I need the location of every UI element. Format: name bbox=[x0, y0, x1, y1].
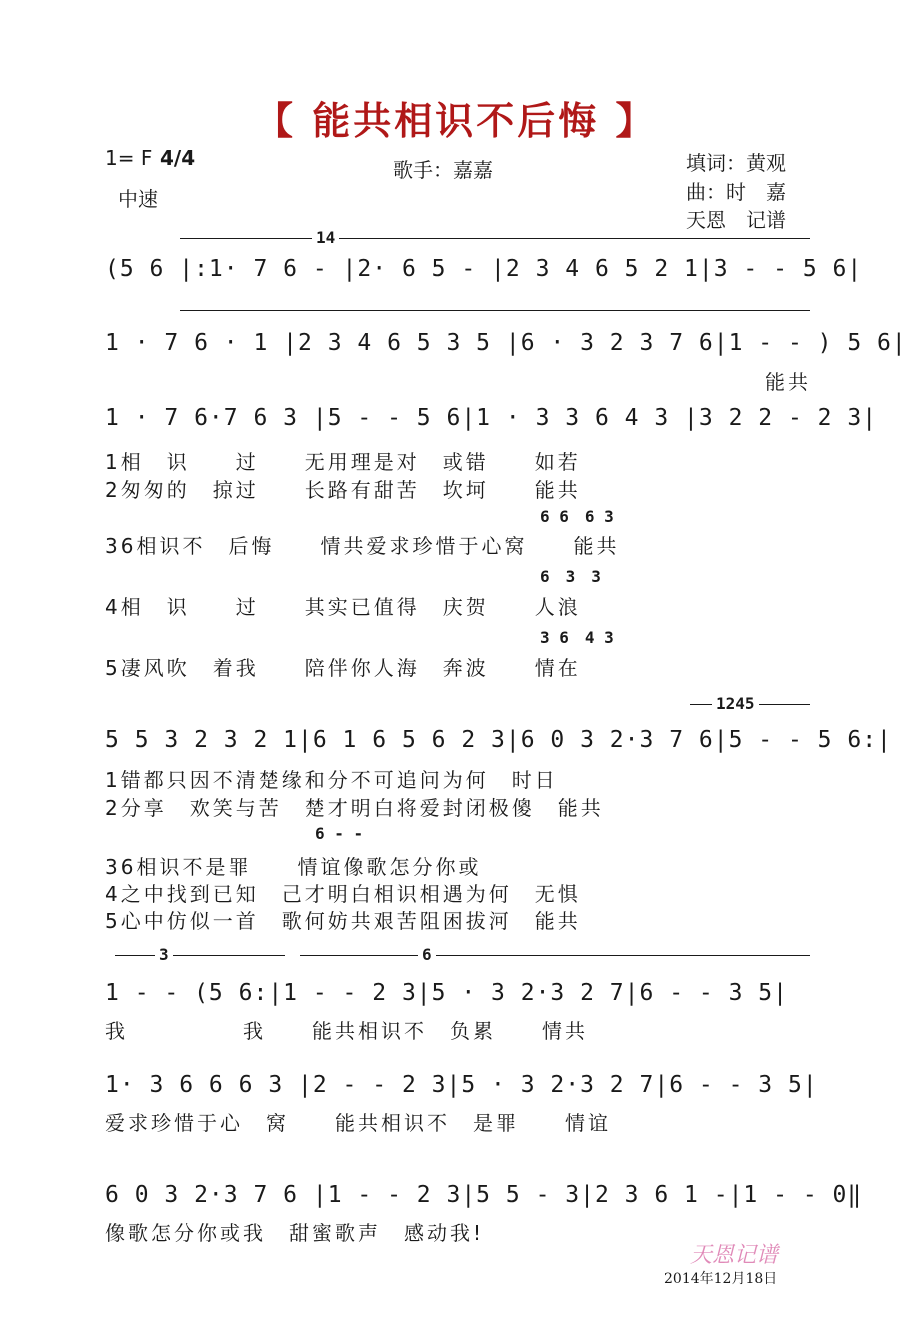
lyric-verse-5b: 5心中仿似一首 歌何妨共艰苦阻困拔河 能共 bbox=[105, 909, 581, 933]
transcriber-watermark: 天恩记谱 bbox=[690, 1243, 779, 1268]
notation-row-5: 1 - - (5 6:|1 - - 2 3|5 · 3 2·3 2 7|6 - - 3 5| bbox=[105, 980, 788, 1006]
transcriber-credit: 天恩 记谱 bbox=[686, 208, 786, 232]
lyric-verse-4: 4相 识 过 其实已值得 庆贺 人浪 bbox=[105, 595, 581, 619]
variant-notes-36: 6 6 6 3 bbox=[540, 507, 614, 526]
composer-credit: 曲：时 嘉 bbox=[686, 180, 786, 204]
lyric-verse-1: 1相 识 过 无用理是对 或错 如若 bbox=[105, 450, 581, 474]
variant-notes-36b: 6 - - bbox=[315, 824, 364, 843]
notation-row-4: 5 5 3 2 3 2 1|6 1 6 5 6 2 3|6 0 3 2·3 7 6|5 - - 5 6:| bbox=[105, 727, 892, 753]
staff-separator-1 bbox=[180, 310, 810, 311]
time-signature: 4/4 bbox=[160, 146, 196, 170]
lyric-row-6: 爱求珍惜于心 窝 能共相识不 是罪 情谊 bbox=[105, 1111, 611, 1135]
lyric-verse-5: 5凄风吹 着我 陪伴你人海 奔波 情在 bbox=[105, 656, 581, 680]
volta-label-14: 14 bbox=[312, 228, 339, 247]
singer-credit: 歌手：嘉嘉 bbox=[393, 158, 493, 182]
volta-bracket-6 bbox=[300, 955, 810, 956]
lyric-verse-1b: 1错都只因不清楚缘和分不可追问为何 时日 bbox=[105, 768, 558, 792]
notation-row-3: 1 · 7 6·7 6 3 |5 - - 5 6|1 · 3 3 6 4 3 |3 2 2 - 2 3| bbox=[105, 405, 878, 431]
notation-row-2: 1 · 7 6 · 1 |2 3 4 6 5 3 5 |6 · 3 2 3 7 6|1 - - ) 5 6| bbox=[105, 330, 907, 356]
tempo-marking: 中速 bbox=[118, 187, 158, 211]
variant-notes-4: 6 3 3 bbox=[540, 567, 601, 586]
lyric-verse-2b: 2分享 欢笑与苦 楚才明白将爱封闭极傻 能共 bbox=[105, 796, 604, 820]
notation-row-6: 1· 3 6 6 6 3 |2 - - 2 3|5 · 3 2·3 2 7|6 - - 3 5| bbox=[105, 1072, 818, 1098]
volta-label-3: 3 bbox=[155, 945, 173, 964]
lyric-verse-4b: 4之中找到已知 己才明白相识相遇为何 无惧 bbox=[105, 882, 581, 906]
lyric-row-7: 像歌怎分你或我 甜蜜歌声 感动我! bbox=[105, 1221, 485, 1245]
notation-row-7: 6 0 3 2·3 7 6 |1 - - 2 3|5 5 - 3|2 3 6 1 -|1 - - 0‖ bbox=[105, 1182, 863, 1208]
volta-bracket-3 bbox=[115, 955, 285, 956]
lyric-row-5: 我 我 能共相识不 负累 情共 bbox=[105, 1019, 588, 1043]
volta-bracket-1 bbox=[180, 238, 810, 239]
pickup-lyric: 能共 bbox=[765, 370, 811, 394]
volta-label-6: 6 bbox=[418, 945, 436, 964]
lyric-verse-2: 2匆匆的 掠过 长路有甜苦 坎坷 能共 bbox=[105, 478, 581, 502]
lyric-verse-36b: 36相识不是罪 情谊像歌怎分你或 bbox=[105, 855, 482, 879]
key-signature: 1= F bbox=[105, 146, 153, 170]
notation-row-1: (5 6 |:1· 7 6 - |2· 6 5 - |2 3 4 6 5 2 1|3 - - 5 6| bbox=[105, 256, 863, 282]
variant-notes-5: 3 6 4 3 bbox=[540, 628, 614, 647]
volta-label-1245: 1245 bbox=[712, 694, 759, 713]
lyric-verse-36: 36相识不 后悔 情共爱求珍惜于心窝 能共 bbox=[105, 534, 620, 558]
lyricist-credit: 填词：黄观 bbox=[686, 151, 786, 175]
song-title: 【 能共相识不后悔 】 bbox=[255, 99, 657, 143]
transcription-date: 2014年12月18日 bbox=[664, 1271, 778, 1287]
